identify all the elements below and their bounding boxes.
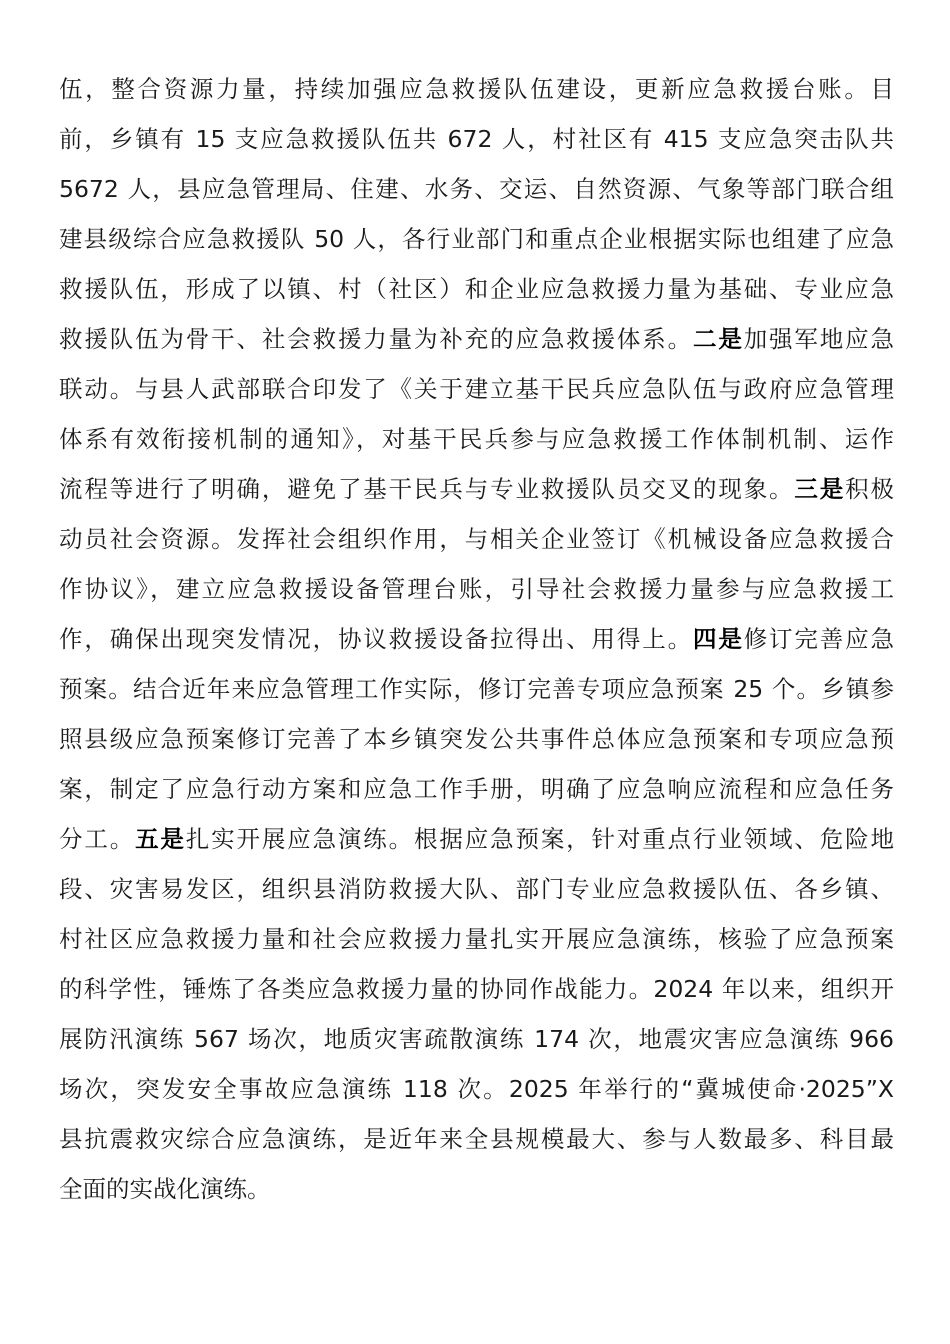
text-line <box>59 964 894 1014</box>
text-line <box>59 464 894 514</box>
bold-marker-three: 三是 <box>794 475 846 503</box>
text-line <box>59 114 894 164</box>
line-text: 积极 <box>845 475 894 503</box>
text-line <box>59 814 894 864</box>
text-line <box>59 514 894 564</box>
text-line <box>59 664 894 714</box>
text-line <box>59 714 894 764</box>
line-text: 加强军地应急 <box>743 325 894 353</box>
text-line <box>59 914 894 964</box>
text-line <box>59 264 894 314</box>
text-line <box>59 1014 894 1064</box>
text-line <box>59 164 894 214</box>
line-text: 流程等进行了明确，避免了基干民兵与专业救援队员交叉的现象。 <box>59 475 795 503</box>
text-line <box>59 64 894 114</box>
line-text: 预案。结合近年来应急管理工作实际，修订完善专项应急预案 25 个。乡镇参 <box>59 675 894 703</box>
line-text: 联动。与县人武部联合印发了《关于建立基干民兵应急队伍与政府应急管理 <box>59 375 894 403</box>
line-text: 作协议》，建立应急救援设备管理台账，引导社会救援力量参与应急救援工 <box>59 575 894 603</box>
line-text: 动员社会资源。发挥社会组织作用，与相关企业签订《机械设备应急救援合 <box>59 525 894 553</box>
line-text: 案，制定了应急行动方案和应急工作手册，明确了应急响应流程和应急任务 <box>59 775 894 803</box>
line-text: 前，乡镇有 15 支应急救援队伍共 672 人，村社区有 415 支应急突击队共 <box>59 125 894 153</box>
bold-marker-five: 五是 <box>135 825 186 853</box>
line-text: 救援队伍为骨干、社会救援力量为补充的应急救援体系。 <box>59 325 693 353</box>
text-line <box>59 764 894 814</box>
line-text: 修订完善应急 <box>743 625 894 653</box>
text-line <box>59 1114 894 1164</box>
text-line <box>59 614 894 664</box>
line-text: 县抗震救灾综合应急演练，是近年来全县规模最大、参与人数最多、科目最 <box>59 1125 894 1153</box>
text-line <box>59 414 894 464</box>
line-text: 5672 人，县应急管理局、住建、水务、交运、自然资源、气象等部门联合组 <box>59 175 894 203</box>
line-text: 作，确保出现突发情况，协议救援设备拉得出、用得上。 <box>59 625 693 653</box>
text-line <box>59 564 894 614</box>
line-text: 建县级综合应急救援队 50 人，各行业部门和重点企业根据实际也组建了应急 <box>59 225 894 253</box>
text-line <box>59 314 894 364</box>
text-line <box>59 364 894 414</box>
line-text: 全面的实战化演练。 <box>59 1175 271 1203</box>
text-line <box>59 1164 894 1214</box>
line-text: 伍，整合资源力量，持续加强应急救援队伍建设，更新应急救援台账。目 <box>59 75 894 103</box>
text-line <box>59 1064 894 1114</box>
line-text: 的科学性，锤炼了各类应急救援力量的协同作战能力。2024 年以来，组织开 <box>59 975 894 1003</box>
text-line <box>59 864 894 914</box>
line-text: 分工。 <box>59 825 136 853</box>
line-text: 扎实开展应急演练。根据应急预案，针对重点行业领域、危险地 <box>185 825 894 853</box>
line-text: 体系有效衔接机制的通知》，对基干民兵参与应急救援工作体制机制、运作 <box>59 425 894 453</box>
text-line <box>59 214 894 264</box>
bold-marker-four: 四是 <box>692 625 744 653</box>
line-text: 照县级应急预案修订完善了本乡镇突发公共事件总体应急预案和专项应急预 <box>59 725 894 753</box>
body-paragraph <box>59 64 894 1214</box>
line-text: 展防汛演练 567 场次，地质灾害疏散演练 174 次，地震灾害应急演练 966 <box>59 1025 894 1053</box>
line-text: 场次，突发安全事故应急演练 118 次。2025 年举行的“冀城使命·2025”X <box>59 1075 894 1103</box>
line-text: 救援队伍，形成了以镇、村（社区）和企业应急救援力量为基础、专业应急 <box>59 275 894 303</box>
line-text: 村社区应急救援力量和社会应救援力量扎实开展应急演练，核验了应急预案 <box>59 925 894 953</box>
line-text: 段、灾害易发区，组织县消防救援大队、部门专业应急救援队伍、各乡镇、 <box>59 875 894 903</box>
bold-marker-two: 二是 <box>692 325 744 353</box>
